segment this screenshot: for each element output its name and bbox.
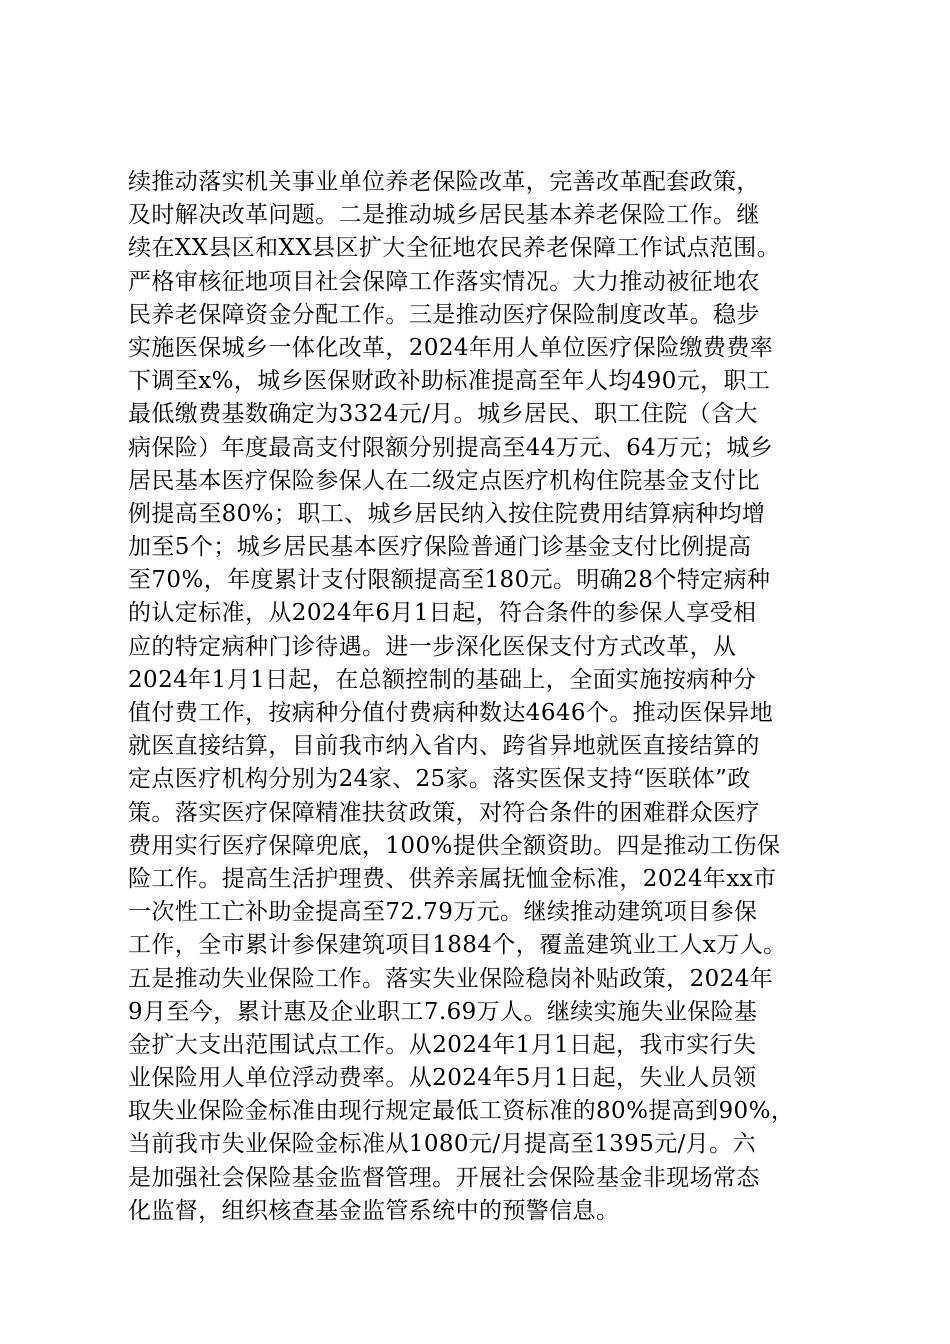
- text-line: 居民基本医疗保险参保人在二级定点医疗机构住院基金支付比: [128, 467, 760, 494]
- text-line: 值付费工作，按病种分值付费病种数达4646个。推动医保异地: [128, 700, 774, 726]
- text-line: 最低缴费基数确定为3324元/月。城乡居民、职工住院（含大: [128, 401, 758, 428]
- text-line: 加至5个；城乡居民基本医疗保险普通门诊基金支付比例提高: [128, 534, 752, 561]
- text-line: 病保险）年度最高支付限额分别提高至44万元、64万元；城乡: [128, 434, 774, 461]
- text-line: 至70%，年度累计支付限额提高至180元。明确28个特定病种: [128, 567, 771, 594]
- text-line: 策。落实医疗保障精准扶贫政策，对符合条件的困难群众医疗: [128, 799, 760, 826]
- text-line: 化监督，组织核查基金监管系统中的预警信息。: [128, 1197, 620, 1224]
- text-line: 的认定标准，从2024年6月1日起，符合条件的参保人享受相: [128, 600, 757, 627]
- text-line: 工作，全市累计参保建筑项目1884个，覆盖建筑业工人x万人。: [128, 932, 787, 959]
- text-line: 业保险用人单位浮动费率。从2024年5月1日起，失业人员领: [128, 1065, 757, 1092]
- text-line: 民养老保障资金分配工作。三是推动医疗保险制度改革。稳步: [128, 301, 760, 328]
- body-paragraph: [128, 166, 832, 1228]
- text-line: 一次性工亡补助金提高至72.79万元。继续推动建筑项目参保: [128, 899, 758, 926]
- text-line: 续在XX县区和XX县区扩大全征地农民养老保障工作试点范围。: [128, 235, 781, 262]
- text-line: 取失业保险金标准由现行规定最低工资标准的80%提高到90%，: [128, 1098, 795, 1125]
- text-line: 是加强社会保险基金监督管理。开展社会保险基金非现场常态: [128, 1164, 760, 1191]
- text-line: 下调至x%，城乡医保财政补助标准提高至年人均490元，职工: [128, 368, 771, 395]
- text-line: 就医直接结算，目前我市纳入省内、跨省异地就医直接结算的: [128, 733, 760, 760]
- text-line: 严格审核征地项目社会保障工作落实情况。大力推动被征地农: [128, 268, 760, 295]
- text-line: 当前我市失业保险金标准从1080元/月提高至1395元/月。六: [128, 1131, 756, 1158]
- text-line: 9月至今，累计惠及企业职工7.69万人。继续实施失业保险基: [128, 998, 758, 1025]
- text-line: 续推动落实机关事业单位养老保险改革，完善改革配套政策，: [128, 169, 760, 195]
- text-line: 及时解决改革问题。二是推动城乡居民基本养老保险工作。继: [128, 202, 760, 229]
- text-line: 定点医疗机构分别为24家、25家。落实医保支持“医联体”政: [128, 766, 751, 793]
- text-line: 五是推动失业保险工作。落实失业保险稳岗补贴政策，2024年: [128, 965, 774, 992]
- text-line: 应的特定病种门诊待遇。进一步深化医保支付方式改革，从: [128, 633, 737, 660]
- text-line: 实施医保城乡一体化改革，2024年用人单位医疗保险缴费费率: [128, 334, 774, 361]
- text-line: 费用实行医疗保障兜底，100%提供全额资助。四是推动工伤保: [128, 832, 781, 859]
- text-line: 险工作。提高生活护理费、供养亲属抚恤金标准，2024年xx市: [128, 865, 777, 892]
- text-line: 例提高至80%；职工、城乡居民纳入按住院费用结算病种均增: [128, 500, 766, 527]
- text-line: 金扩大支出范围试点工作。从2024年1月1日起，我市实行失: [128, 1031, 757, 1058]
- text-line: 2024年1月1日起，在总额控制的基础上，全面实施按病种分: [128, 666, 757, 693]
